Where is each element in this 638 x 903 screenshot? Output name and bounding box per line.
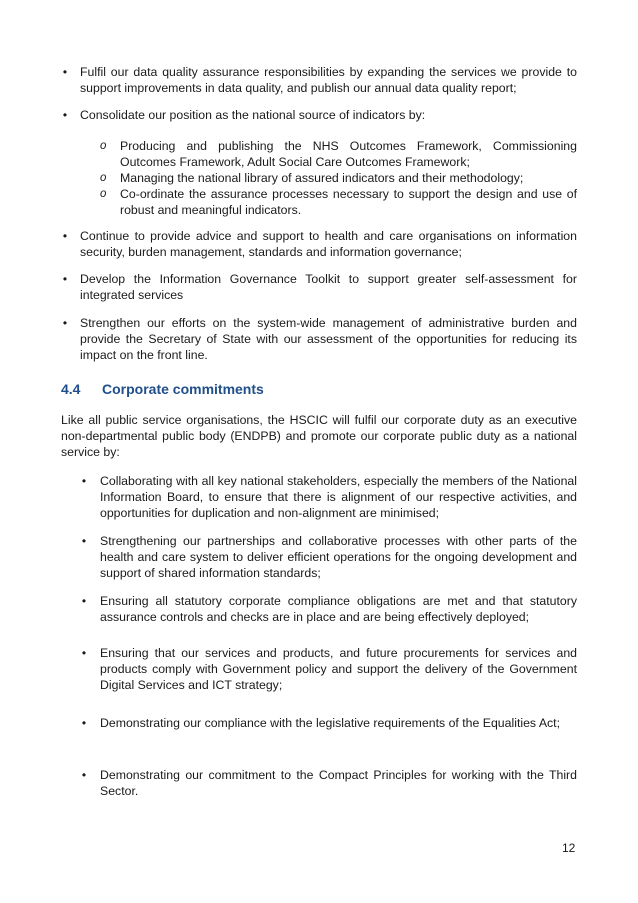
- bullet-glyph: •: [81, 474, 87, 488]
- bullet-glyph: •: [81, 716, 87, 730]
- bullet-glyph: •: [62, 65, 68, 79]
- page-number: 12: [562, 841, 576, 855]
- bullet-glyph: •: [81, 646, 87, 660]
- bullet-item: Fulfil our data quality assurance responsibilities by expanding the services we provide to support improvements in data quality, and publish our annual data quality report;: [80, 65, 577, 95]
- section-number: 4.4: [61, 381, 81, 397]
- sub-bullet-glyph: o: [100, 188, 107, 200]
- bullet-item: Demonstrating our commitment to the Compact Principles for working with the Third Sector.: [100, 768, 577, 798]
- bullet-item: Collaborating with all key national stakeholders, especially the members of the National Information Board, to ensure that there is alignment of our respective activities, and opportunities for duplication and non-alignment are minimised;: [100, 474, 577, 520]
- sub-bullet-glyph: o: [100, 172, 107, 184]
- bullet-item: Continue to provide advice and support to health and care organisations on information security, burden management, standards and information governance;: [80, 229, 577, 259]
- bullet-glyph: •: [81, 534, 87, 548]
- sub-bullet-glyph: o: [100, 140, 107, 152]
- section-intro: Like all public service organisations, the HSCIC will fulfil our corporate duty as an executive non-departmental public body (ENDPB) and promote our corporate public duty as a national service by:: [61, 413, 577, 459]
- bullet-item: Strengthen our efforts on the system-wide management of administrative burden and provide the Secretary of State with our assessment of the opportunities for reducing its impact on the front line.: [80, 316, 577, 362]
- bullet-glyph: •: [62, 316, 68, 330]
- sub-bullet-item: Producing and publishing the NHS Outcomes Framework, Commissioning Outcomes Framework, Adult Social Care Outcomes Framework;: [120, 139, 577, 169]
- bullet-item: Consolidate our position as the national source of indicators by:: [80, 108, 426, 122]
- bullet-glyph: •: [81, 594, 87, 608]
- bullet-item: Develop the Information Governance Toolkit to support greater self-assessment for integrated services: [80, 272, 577, 302]
- sub-bullet-item: Managing the national library of assured indicators and their methodology;: [120, 171, 524, 185]
- bullet-glyph: •: [62, 272, 68, 286]
- section-title: Corporate commitments: [102, 381, 264, 397]
- bullet-glyph: •: [81, 768, 87, 782]
- bullet-item: Ensuring all statutory corporate compliance obligations are met and that statutory assurance controls and checks are in place and are being effectively deployed;: [100, 594, 577, 624]
- bullet-item: Ensuring that our services and products, and future procurements for services and products comply with Government policy and support the delivery of the Government Digital Services and ICT strategy;: [100, 646, 577, 692]
- bullet-item: Strengthening our partnerships and collaborative processes with other parts of the health and care system to deliver efficient operations for the ongoing development and support of shared information standards;: [100, 534, 577, 580]
- bullet-item: Demonstrating our compliance with the legislative requirements of the Equalities Act;: [100, 716, 560, 730]
- bullet-glyph: •: [62, 108, 68, 122]
- sub-bullet-item: Co-ordinate the assurance processes necessary to support the design and use of robust and meaningful indicators.: [120, 187, 577, 217]
- bullet-glyph: •: [62, 229, 68, 243]
